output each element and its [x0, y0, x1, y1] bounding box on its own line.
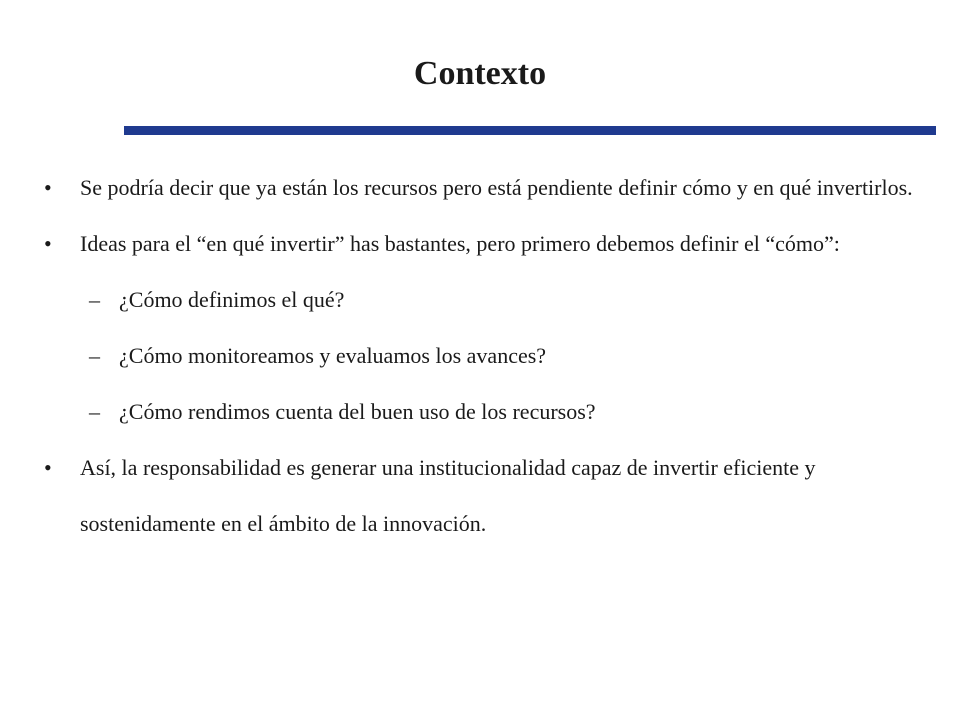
- sub-bullet-item: [40, 384, 920, 440]
- title-underline: [124, 126, 936, 135]
- sub-bullet-item: [40, 328, 920, 384]
- bullet-marker: •: [44, 231, 52, 256]
- bullet-text: Así, la responsabilidad es generar una institucionalidad capaz de invertir eficiente y sostenidamente en el ámbito de la innovación.: [80, 455, 816, 536]
- dash-marker: –: [89, 399, 100, 424]
- bullet-marker: •: [44, 455, 52, 480]
- bullet-item: [40, 216, 920, 272]
- bullet-list: [40, 160, 920, 552]
- slide-title: Contexto: [413, 55, 547, 92]
- sub-bullet-item: [40, 272, 920, 328]
- dash-marker: –: [89, 343, 100, 368]
- bullet-text: Ideas para el “en qué invertir” has bastantes, pero primero debemos definir el “cómo”:: [80, 231, 840, 256]
- sub-bullet-text: ¿Cómo definimos el qué?: [119, 287, 345, 312]
- bullet-marker: •: [44, 175, 52, 200]
- bullet-text: Se podría decir que ya están los recursos pero está pendiente definir cómo y en qué invertirlos.: [80, 175, 913, 200]
- sub-bullet-text: ¿Cómo rendimos cuenta del buen uso de los recursos?: [119, 399, 596, 424]
- bullet-item: [40, 160, 920, 216]
- dash-marker: –: [89, 287, 100, 312]
- bullet-item: [40, 440, 920, 552]
- sub-bullet-text: ¿Cómo monitoreamos y evaluamos los avances?: [119, 343, 547, 368]
